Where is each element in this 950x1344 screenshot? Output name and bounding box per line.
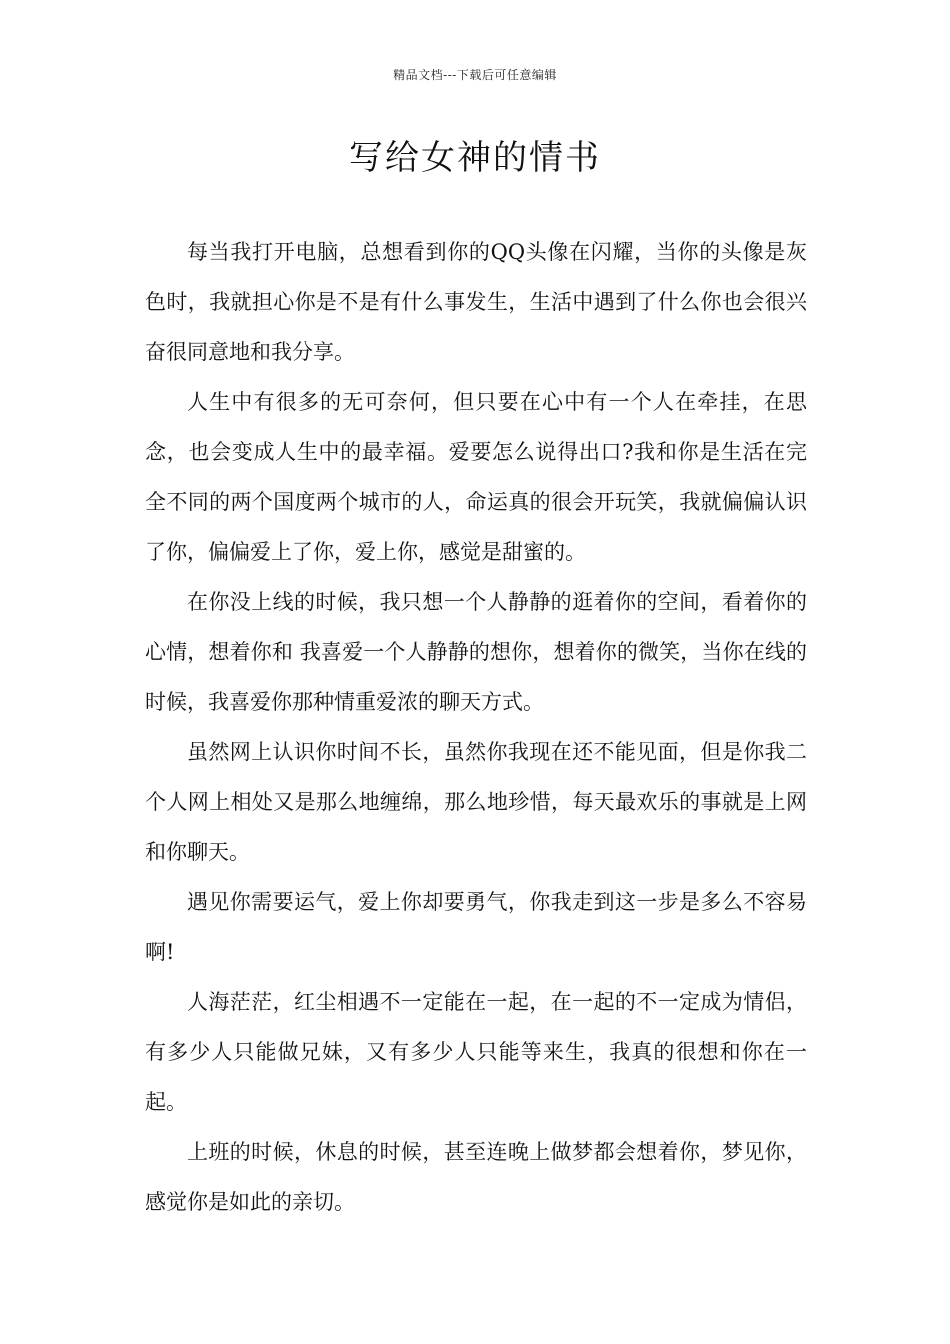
paragraph: 在你没上线的时候，我只想一个人静静的逛着你的空间，看着你的心情，想着你和 我喜爱一个人静静的想你，想着你的微笑，当你在线的时候，我喜爱你那种情重爱浓的聊天方式。 <box>145 590 807 714</box>
header-note: 精品文档---下载后可任意编辑 <box>393 68 557 82</box>
paragraph: 遇见你需要运气，爱上你却要勇气，你我走到这一步是多么不容易啊! <box>145 890 807 964</box>
paragraph: 上班的时候，休息的时候，甚至连晚上做梦都会想着你，梦见你，感觉你是如此的亲切。 <box>145 1140 807 1214</box>
paragraph: 人海茫茫，红尘相遇不一定能在一起，在一起的不一定成为情侣，有多少人只能做兄妹，又有多少人只能等来生，我真的很想和你在一起。 <box>145 990 807 1114</box>
paragraph: 人生中有很多的无可奈何，但只要在心中有一个人在牵挂，在思念，也会变成人生中的最幸福。爱要怎么说得出口?我和你是生活在完全不同的两个国度两个城市的人，命运真的很会开玩笑，我就偏偏认识了你，偏偏爱上了你，爱上你，感觉是甜蜜的。 <box>145 390 807 564</box>
paragraph: 每当我打开电脑，总想看到你的QQ头像在闪耀，当你的头像是灰色时，我就担心你是不是有什么事发生，生活中遇到了什么你也会很兴奋很同意地和我分享。 <box>145 240 807 364</box>
document-title: 写给女神的情书 <box>349 138 601 178</box>
paragraph: 虽然网上认识你时间不长，虽然你我现在还不能见面，但是你我二个人网上相处又是那么地缠绵，那么地珍惜，每天最欢乐的事就是上网和你聊天。 <box>145 740 807 864</box>
document-body <box>145 227 807 1227</box>
